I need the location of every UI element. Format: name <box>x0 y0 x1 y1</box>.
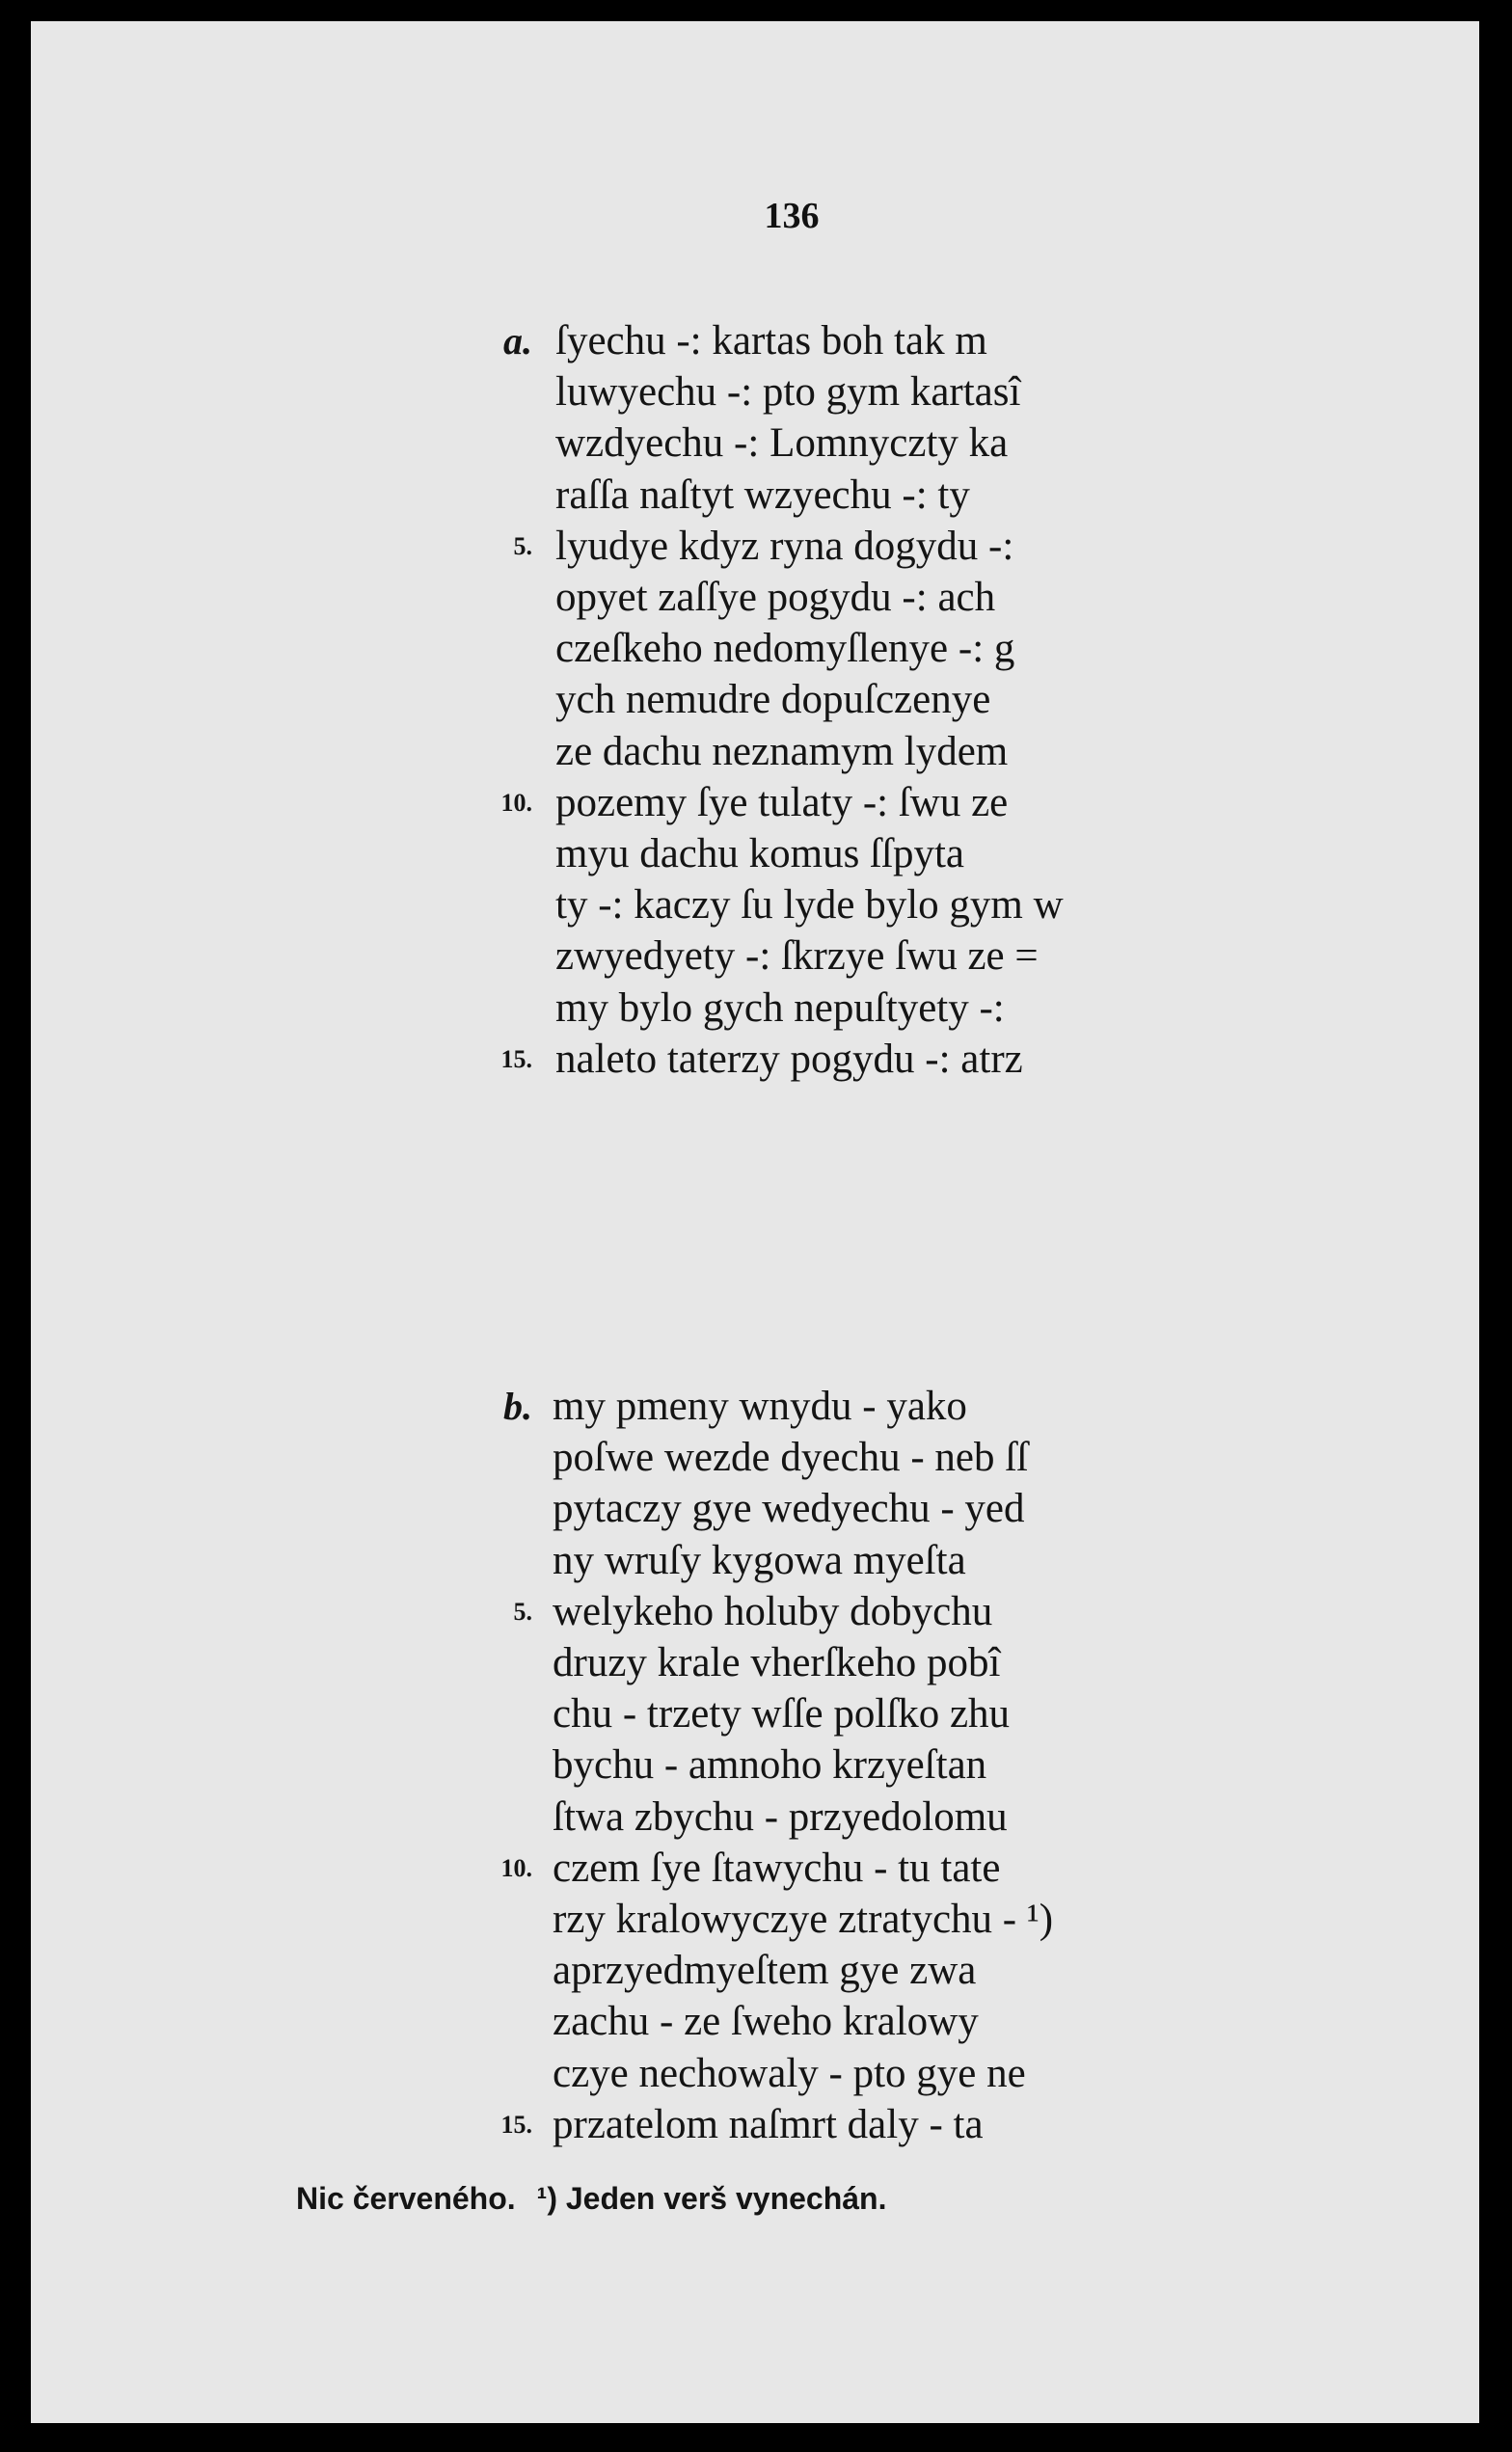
verse-line <box>31 2099 1479 2150</box>
verse-line <box>31 1586 1479 1637</box>
verse-text: przatelom naſmrt daly - ta <box>553 2101 984 2147</box>
verse-text: my pmeny wnydu - yako <box>553 1384 967 1429</box>
verse-line <box>31 930 1479 982</box>
verse-line <box>31 1637 1479 1688</box>
verse-text: bychu - amnoho krzyeſtan <box>553 1742 987 1789</box>
verse-line <box>31 1843 1479 1894</box>
verse-line <box>31 521 1479 572</box>
verse-text: druzy krale vherſkeho pobî <box>553 1640 1001 1685</box>
verse-text: rzy kralowyczye ztratychu - ¹) <box>553 1897 1054 1942</box>
footnote-reference: ¹) Jeden verš vynechán. <box>536 2181 887 2216</box>
verse-text: chu - trzety wſſe polſko zhu <box>553 1691 1011 1738</box>
verse-text: aprzyedmyeſtem gye zwa <box>553 1948 977 1994</box>
line-number: a. <box>503 319 532 363</box>
verse-text: lyudye kdyz ryna dogydu -: <box>555 523 1014 569</box>
verse-line <box>31 1034 1479 1085</box>
verse-line <box>31 1535 1479 1586</box>
verse-line <box>31 1381 1479 1432</box>
verse-text: ze dachu neznamym lydem <box>555 728 1009 774</box>
verse-text: naleto taterzy pogydu -: atrz <box>555 1036 1023 1082</box>
line-number: 10. <box>500 788 532 817</box>
verse-text: pytaczy gye wedyechu - yed <box>553 1486 1025 1532</box>
verse-text: czem ſye ſtawychu - tu tate <box>553 1845 1001 1891</box>
verse-text: luwyechu -: pto gym kartasî <box>555 369 1021 416</box>
verse-text: ny wruſy kygowa myeſta <box>553 1537 966 1583</box>
line-number: 5. <box>513 1597 532 1626</box>
footnote <box>296 2181 907 2217</box>
line-number: 5. <box>513 531 532 560</box>
verse-line <box>31 366 1479 418</box>
verse-line <box>31 777 1479 828</box>
verse-text: wzdyechu -: Lomnyczty ka <box>555 420 1009 467</box>
verse-text: ſyechu -: kartas boh tak m <box>555 318 987 364</box>
verse-text: czeſkeho nedomyſlenye -: g <box>555 626 1015 672</box>
verse-line <box>31 726 1479 777</box>
verse-text: poſwe wezde dyechu - neb ſſ <box>553 1435 1029 1481</box>
line-number: 15. <box>500 1044 532 1073</box>
line-number: 15. <box>500 2110 532 2139</box>
line-number: b. <box>503 1385 532 1428</box>
verse-text: opyet zaſſye pogydu -: ach <box>555 575 996 620</box>
verse-line <box>31 1688 1479 1739</box>
verse-text: raſſa naſtyt wzyechu -: ty <box>555 472 970 518</box>
verse-text: myu dachu komus ſſpyta <box>555 831 964 876</box>
verse-line <box>31 879 1479 930</box>
verse-text: czye nechowaly - pto gye ne <box>553 2050 1026 2096</box>
verse-line <box>31 1945 1479 1996</box>
verse-line <box>31 1894 1479 1945</box>
verse-line <box>31 315 1479 366</box>
verse-line <box>31 470 1479 521</box>
verse-line <box>31 674 1479 725</box>
verse-text: ych nemudre dopuſczenye <box>555 677 991 723</box>
verse-text: zachu - ze ſweho kralowy <box>553 1999 979 2045</box>
line-number: 10. <box>500 1853 532 1882</box>
verse-line <box>31 1432 1479 1483</box>
verse-text: zwyedyety -: ſkrzye ſwu ze = <box>555 933 1039 980</box>
verse-line <box>31 1483 1479 1534</box>
verse-line <box>31 1739 1479 1791</box>
verse-text: welykeho holuby dobychu <box>553 1588 993 1634</box>
verse-line <box>31 1792 1479 1843</box>
verse-line <box>31 828 1479 879</box>
verse-text: ſtwa zbychu - przyedolomu <box>553 1793 1008 1840</box>
verse-line <box>31 1996 1479 2047</box>
verse-line <box>31 2048 1479 2099</box>
verse-line <box>31 418 1479 469</box>
verse-text: my bylo gych nepuſtyety -: <box>555 984 1005 1031</box>
verse-text: ty -: kaczy ſu lyde bylo gym w <box>555 882 1064 929</box>
page-number: 136 <box>764 196 820 236</box>
book-page <box>31 21 1479 2423</box>
verse-line <box>31 623 1479 674</box>
verse-line <box>31 983 1479 1034</box>
verse-line <box>31 572 1479 623</box>
footnote-note: Nic červeného. <box>296 2181 516 2216</box>
verse-text: pozemy ſye tulaty -: ſwu ze <box>555 779 1009 825</box>
